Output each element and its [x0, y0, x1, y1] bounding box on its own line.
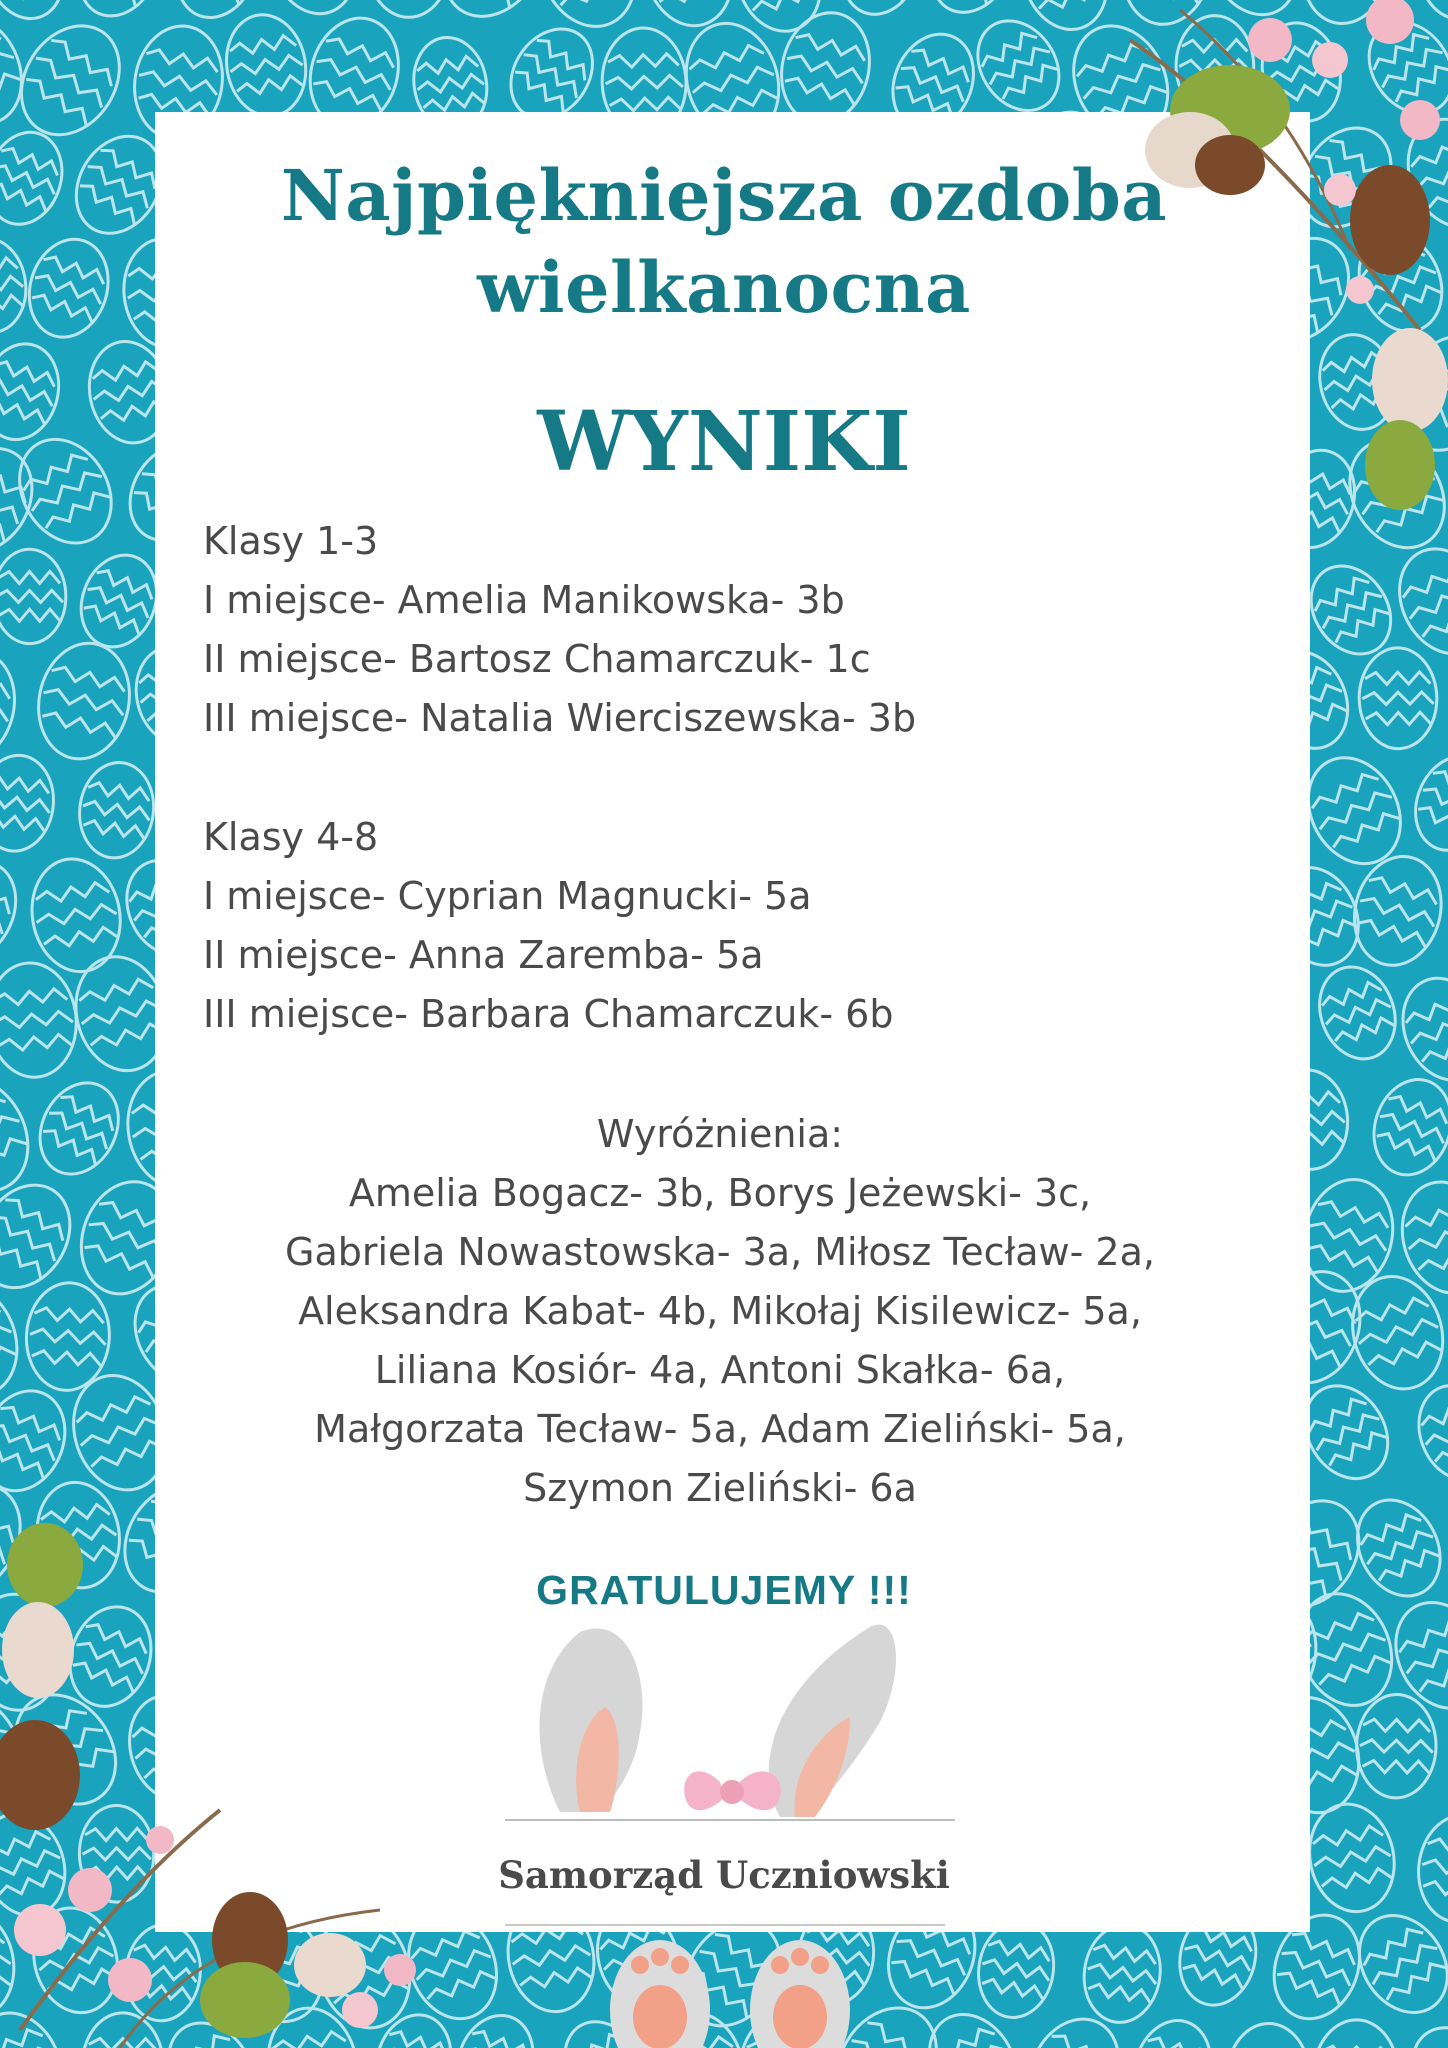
place-entry: I miejsce- Amelia Manikowska- 3b — [203, 578, 845, 622]
results-group-1 — [203, 512, 916, 748]
poster-title-line1: Najpiękniejsza ozdoba — [280, 154, 1168, 237]
honors-line: Małgorzata Tecław- 5a, Adam Zieliński- 5a, — [314, 1407, 1126, 1451]
place-entry: II miejsce- Anna Zaremba- 5a — [203, 933, 764, 977]
group-label: Klasy 1-3 — [203, 519, 379, 563]
place-entry: I miejsce- Cyprian Magnucki- 5a — [203, 874, 812, 918]
group-label: Klasy 4-8 — [203, 815, 379, 859]
honors-line: Aleksandra Kabat- 4b, Mikołaj Kisilewicz- 5a, — [298, 1289, 1142, 1333]
honors-line: Liliana Kosiór- 4a, Antoni Skałka- 6a, — [374, 1348, 1066, 1392]
bunny-ears-icon — [490, 1612, 970, 1832]
bunny-feet-icon — [600, 1925, 860, 2048]
poster-title-line2: wielkanocna — [477, 246, 971, 329]
honors-line: Szymon Zieliński- 6a — [523, 1466, 917, 1510]
honors-line: Amelia Bogacz- 3b, Borys Jeżewski- 3c, — [348, 1171, 1092, 1215]
results-heading: WYNIKI — [537, 394, 911, 490]
congrats-text: GRATULUJEMY !!! — [536, 1567, 912, 1613]
bow-icon — [684, 1771, 780, 1810]
place-entry: III miejsce- Barbara Chamarczuk- 6b — [203, 992, 894, 1036]
honors-line: Gabriela Nowastowska- 3a, Miłosz Tecław- 2a, — [285, 1230, 1155, 1274]
signature: Samorząd Uczniowski — [498, 1853, 950, 1897]
honors-title: Wyróżnienia: — [596, 1112, 844, 1156]
results-group-2 — [203, 808, 893, 1044]
place-entry: II miejsce- Bartosz Chamarczuk- 1c — [203, 637, 871, 681]
place-entry: III miejsce- Natalia Wierciszewska- 3b — [203, 696, 917, 740]
honors-section — [155, 1105, 1285, 1518]
